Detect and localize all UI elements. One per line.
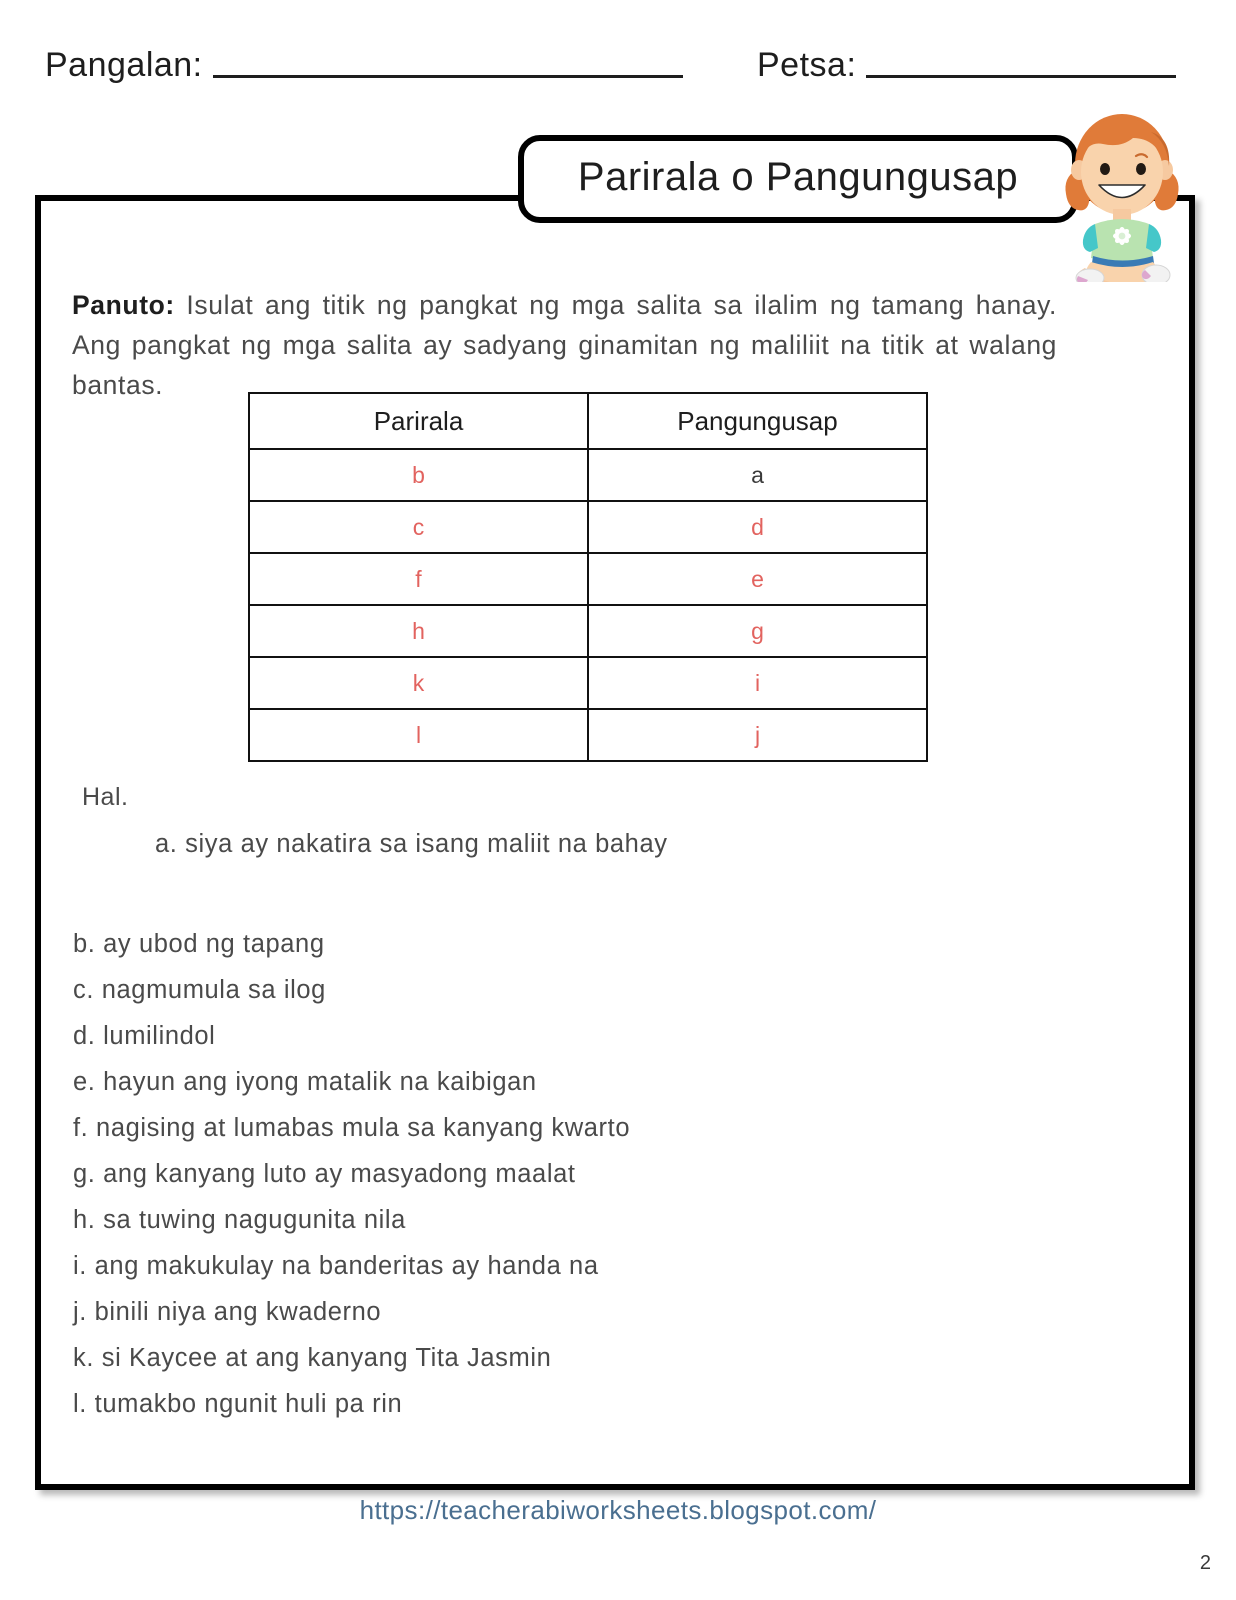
- answer-table-body: [249, 449, 927, 761]
- page-number: 2: [1199, 1552, 1211, 1574]
- answer-cell-pangungusap[interactable]: i: [588, 657, 927, 709]
- answer-cell-pangungusap[interactable]: d: [588, 501, 927, 553]
- list-item: c. nagmumula sa ilog: [73, 976, 326, 1004]
- list-item: b. ay ubod ng tapang: [73, 930, 325, 958]
- page-title: Parirala o Pangungusap: [577, 155, 1019, 199]
- name-label: Pangalan:: [45, 46, 203, 84]
- date-field-group: [757, 48, 1176, 82]
- table-row: [249, 657, 927, 709]
- list-item: e. hayun ang iyong matalik na kaibigan: [73, 1068, 537, 1096]
- list-item: i. ang makukulay na banderitas ay handa na: [73, 1252, 599, 1280]
- answer-table: [248, 392, 928, 762]
- answer-cell-pangungusap[interactable]: j: [588, 709, 927, 761]
- table-row: [249, 501, 927, 553]
- header-fields: [0, 48, 1236, 108]
- list-item: d. lumilindol: [73, 1022, 216, 1050]
- answer-cell-parirala[interactable]: b: [249, 449, 588, 501]
- list-item: g. ang kanyang luto ay masyadong maalat: [73, 1160, 576, 1188]
- table-header-parirala: Parirala: [249, 393, 588, 449]
- list-item: h. sa tuwing nagugunita nila: [73, 1206, 406, 1234]
- list-item: f. nagising at lumabas mula sa kanyang kwarto: [73, 1114, 631, 1142]
- instructions-lead: Panuto:: [72, 289, 175, 320]
- worksheet-title-banner: [518, 135, 1078, 223]
- source-url-link[interactable]: https://teacherabiworksheets.blogspot.com/: [359, 1495, 877, 1525]
- name-write-line[interactable]: [213, 75, 683, 78]
- list-item: k. si Kaycee at ang kanyang Tita Jasmin: [73, 1344, 552, 1372]
- answer-cell-parirala[interactable]: h: [249, 605, 588, 657]
- list-item: l. tumakbo ngunit huli pa rin: [73, 1390, 403, 1418]
- answer-cell-pangungusap[interactable]: e: [588, 553, 927, 605]
- sentence-items-list: [73, 921, 1073, 1427]
- list-item: j. binili niya ang kwaderno: [73, 1298, 382, 1326]
- date-label: Petsa:: [757, 46, 857, 84]
- table-header-row: [249, 393, 927, 449]
- table-row: [249, 605, 927, 657]
- girl-sitting-illustration: [1055, 112, 1190, 282]
- instructions-body: Isulat ang titik ng pangkat ng mga salita sa ilalim ng tamang hanay. Ang pangkat ng mga salita ay sadyang ginamitan ng maliliit na titik at walang bantas.: [72, 289, 1057, 400]
- table-header-pangungusap: Pangungusap: [588, 393, 927, 449]
- answer-cell-parirala[interactable]: c: [249, 501, 588, 553]
- example-label: Hal.: [82, 783, 129, 811]
- answer-cell-pangungusap[interactable]: g: [588, 605, 927, 657]
- name-field-group: [45, 48, 683, 82]
- answer-cell-parirala[interactable]: l: [249, 709, 588, 761]
- example-text: a. siya ay nakatira sa isang maliit na bahay: [155, 830, 668, 858]
- table-row: [249, 449, 927, 501]
- instructions-paragraph: [72, 285, 1057, 405]
- date-write-line[interactable]: [866, 75, 1176, 78]
- answer-cell-parirala[interactable]: f: [249, 553, 588, 605]
- table-row: [249, 709, 927, 761]
- answer-cell-pangungusap[interactable]: a: [588, 449, 927, 501]
- table-row: [249, 553, 927, 605]
- answer-cell-parirala[interactable]: k: [249, 657, 588, 709]
